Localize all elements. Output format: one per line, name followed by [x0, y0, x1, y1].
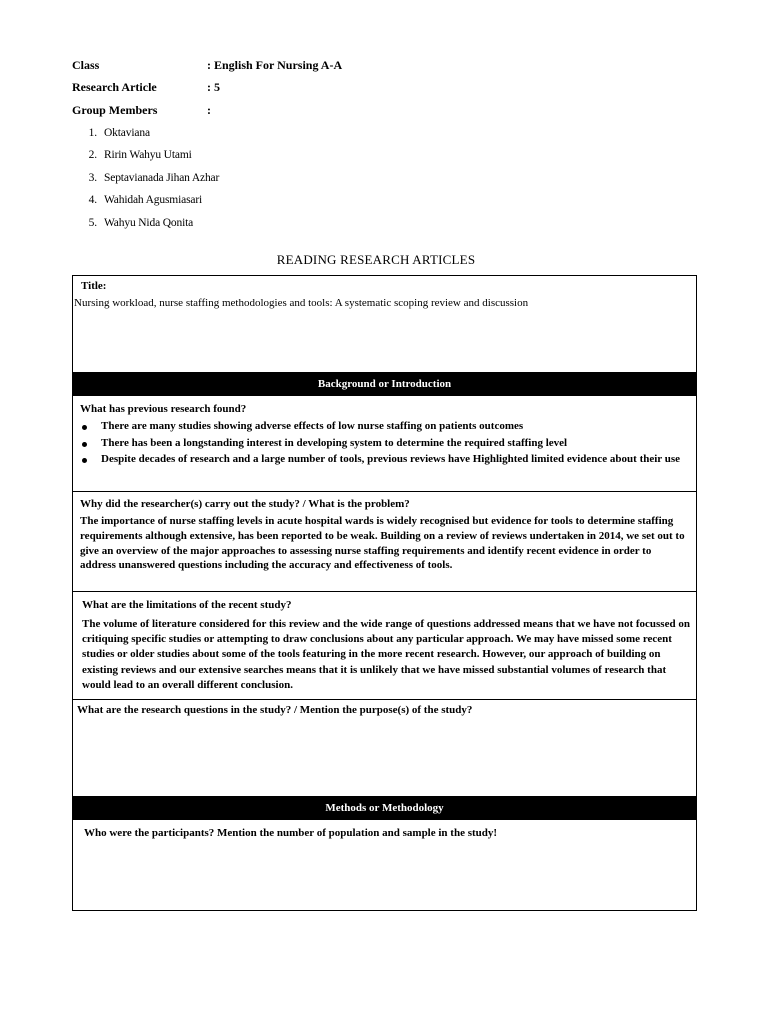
document-title: READING RESEARCH ARTICLES — [276, 252, 476, 267]
group-members-label: Group Members — [72, 102, 158, 117]
class-label: Class — [72, 57, 100, 72]
member-number: 4. — [88, 194, 97, 207]
bullet-icon — [82, 458, 87, 463]
member-name: Ririn Wahyu Utami — [104, 149, 192, 162]
member-number: 2. — [88, 149, 97, 162]
research-questions-question: What are the research questions in the study? / Mention the purpose(s) of the study? — [77, 704, 473, 716]
member-number: 5. — [88, 216, 97, 229]
methods-section-header: Methods or Methodology — [73, 796, 696, 820]
member-number: 1. — [88, 126, 97, 139]
research-article-row — [72, 77, 692, 100]
title-label: Title: — [81, 280, 107, 292]
list-item — [72, 122, 692, 145]
why-answer: The importance of nurse staffing levels in acute hospital wards is widely recognised but evidence for tools to determine staffing requirements although extensive, has been reported to be weak. Building on a review of reviews undertaken in 2014, we set out to give an overview of the major approaches to assessing nurse staffing requirements and identify recent evidence in order to address unanswered questions including the accuracy and effectiveness of tools. — [80, 515, 685, 572]
list-item — [72, 167, 692, 190]
member-name: Wahidah Agusmiasari — [104, 194, 203, 207]
research-questions-section — [73, 700, 696, 796]
why-question: Why did the researcher(s) carry out the study? / What is the problem? — [80, 498, 410, 510]
class-row — [72, 54, 692, 77]
list-item — [72, 144, 692, 167]
bullet-icon — [82, 425, 87, 430]
list-item — [80, 420, 680, 434]
participants-question: Who were the participants? Mention the number of population and sample in the study! — [84, 827, 498, 839]
group-members-value: : — [207, 102, 211, 117]
research-article-value: : 5 — [207, 80, 220, 95]
list-item — [72, 189, 692, 212]
member-number: 3. — [88, 171, 97, 184]
header-info — [72, 54, 692, 234]
group-members-row — [72, 99, 692, 122]
participants-section — [73, 820, 696, 910]
why-section — [73, 492, 696, 592]
bullet-text: There has been a longstanding interest in developing system to determine the required staffing level — [101, 436, 568, 449]
limitations-section — [73, 592, 696, 700]
bullet-text: Despite decades of research and a large number of tools, previous reviews have Highlighted limited evidence about their use — [101, 453, 681, 465]
research-form — [72, 275, 697, 911]
article-title: Nursing workload, nurse staffing methodologies and tools: A systematic scoping review and discussion — [74, 297, 529, 309]
previous-research-question: What has previous research found? — [80, 403, 247, 415]
list-item — [80, 453, 680, 467]
bullet-icon — [82, 442, 87, 447]
list-item — [80, 437, 680, 451]
class-value: : English For Nursing A-A — [207, 57, 343, 72]
member-name: Oktaviana — [104, 126, 150, 139]
previous-research-section — [73, 396, 696, 492]
member-name: Septavianada Jihan Azhar — [104, 171, 220, 184]
previous-research-list — [80, 420, 680, 467]
background-section-header: Background or Introduction — [73, 372, 696, 396]
member-name: Wahyu Nida Qonita — [104, 216, 194, 229]
limitations-question: What are the limitations of the recent study? — [82, 599, 292, 611]
research-article-label: Research Article — [72, 80, 157, 95]
bullet-text: There are many studies showing adverse effects of low nurse staffing on patients outcomes — [101, 420, 524, 432]
list-item — [72, 212, 692, 235]
title-section — [73, 276, 696, 372]
limitations-answer: The volume of literature considered for this review and the wide range of questions addressed means that we have not focussed on critiquing specific studies or attempting to draw conclusions about any particular approach. We may have missed some recent studies or older studies about some of the tools featuring in the more recent research. However, our approach of building on existing reviews and our extensive searches means that it is unlikely that we have missed substantial volumes of research that would lead to an overall different conclusion. — [82, 618, 690, 691]
